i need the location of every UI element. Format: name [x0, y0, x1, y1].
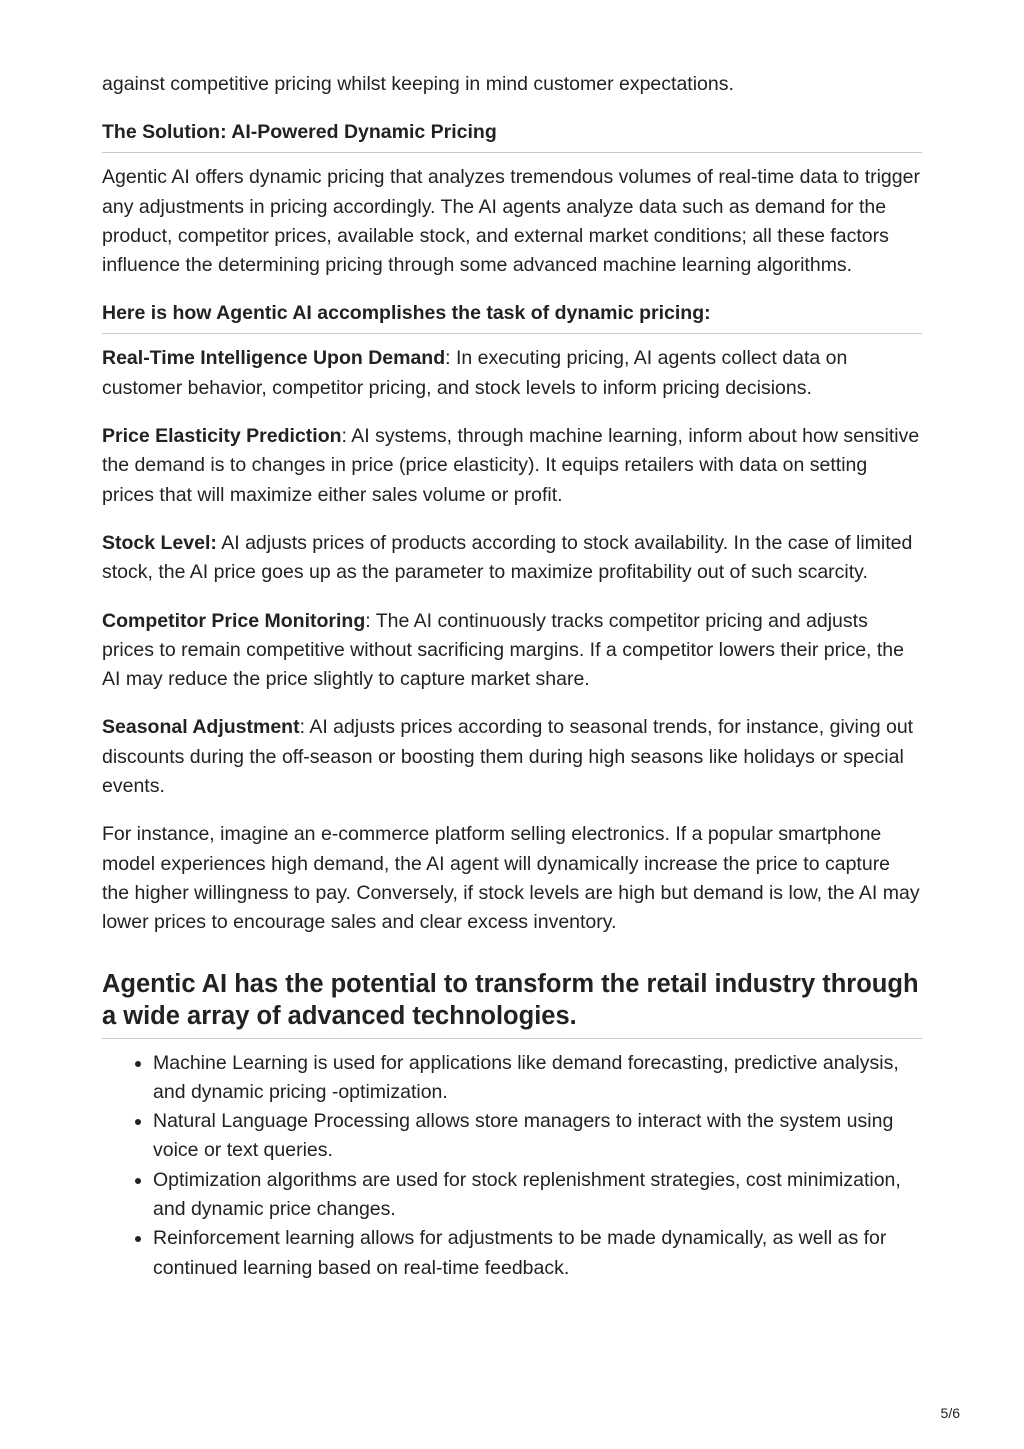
solution-heading: The Solution: AI-Powered Dynamic Pricing — [102, 118, 922, 153]
list-item: • Optimization algorithms are used for stock replenishment strategies, cost minimization, and dynamic price changes. — [153, 1166, 922, 1225]
technologies-list — [102, 1049, 922, 1283]
feature-text: : AI adjusts prices according to seasonal trends, for instance, giving out discounts during the off-season or boosting them during high seasons like holidays or special events. — [102, 716, 914, 798]
list-item: • Machine Learning is used for applications like demand forecasting, predictive analysis, and dynamic pricing -optimization. — [153, 1049, 922, 1108]
feature-text: : In executing pricing, AI agents collect data on customer behavior, competitor pricing, and stock levels to inform pricing decisions. — [102, 347, 848, 399]
feature-paragraph-stock — [102, 529, 922, 588]
feature-text: : AI systems, through machine learning, inform about how sensitive the demand is to changes in price (price elasticity). It equips retailers with data on setting prices that will maximize either sales volume or profit. — [102, 425, 920, 506]
feature-term: Seasonal Adjustment — [102, 716, 300, 739]
list-item: • Natural Language Processing allows store managers to interact with the system using voice or text queries. — [153, 1107, 922, 1166]
intro-fragment: against competitive pricing whilst keeping in mind customer expectations. — [102, 73, 734, 95]
how-heading: Here is how Agentic AI accomplishes the task of dynamic pricing: — [102, 299, 922, 334]
feature-term: Stock Level: — [102, 531, 217, 554]
feature-term: Price Elasticity Prediction — [102, 425, 342, 448]
feature-term: Real-Time Intelligence Upon Demand — [102, 347, 446, 370]
feature-text: : The AI continuously tracks competitor pricing and adjusts prices to remain competitive without sacrificing margins. If a competitor lowers their price, the AI may reduce the price slightly to capture market share. — [102, 609, 904, 691]
feature-text: AI adjusts prices of products according to stock availability. In the case of limited stock, the AI price goes up as the parameter to maximize profitability out of such scarcity. — [102, 531, 913, 584]
feature-paragraph-competitor — [102, 607, 922, 695]
solution-body: Agentic AI offers dynamic pricing that analyzes tremendous volumes of real-time data to trigger any adjustments in pricing accordingly. The AI agents analyze data such as demand for the product, competitor prices, available stock, and external market conditions; all these factors influence the determining pricing through some advanced machine learning algorithms. — [102, 166, 920, 277]
document-page — [102, 70, 922, 1283]
feature-term: Competitor Price Monitoring — [102, 609, 366, 632]
example-paragraph: For instance, imagine an e-commerce platform selling electronics. If a popular smartphone model experiences high demand, the AI agent will dynamically increase the price to capture the higher willingness to pay. Conversely, if stock levels are high but demand is low, the AI may lower prices to encourage sales and clear excess inventory. — [102, 823, 920, 934]
list-item: • Reinforcement learning allows for adjustments to be made dynamically, as well as for continued learning based on real-time feedback. — [153, 1224, 922, 1283]
technologies-heading: Agentic AI has the potential to transform the retail industry through a wide array of advanced technologies. — [102, 968, 922, 1039]
feature-paragraph-realtime — [102, 344, 922, 403]
feature-paragraph-seasonal — [102, 713, 922, 801]
feature-paragraph-elasticity — [102, 422, 922, 510]
page-number: 5/6 — [940, 1405, 960, 1421]
